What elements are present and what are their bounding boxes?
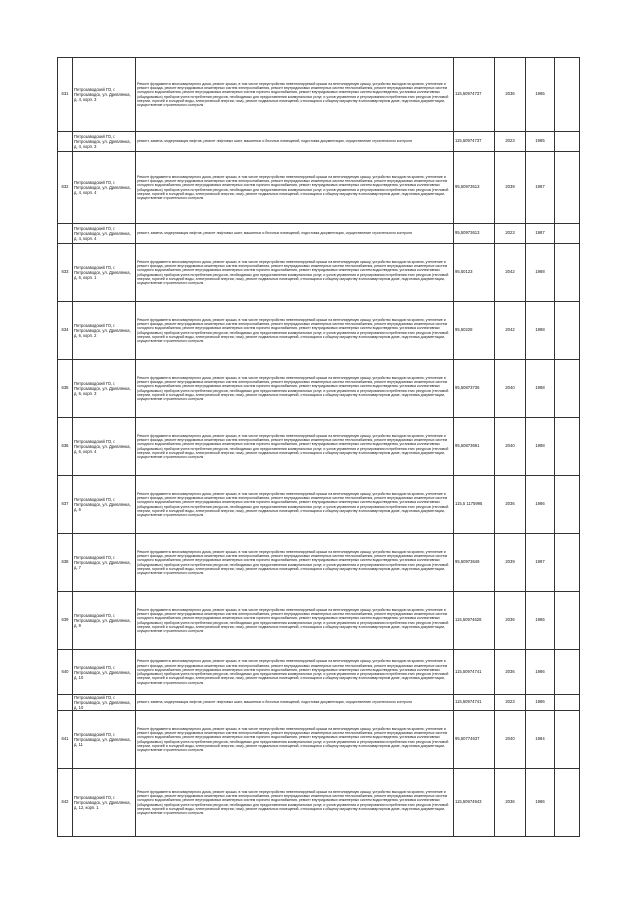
completion-year-cell: 2039 [495, 152, 526, 224]
build-year-cell: 1985 [526, 132, 555, 152]
address-cell: Петрозаводский ГО, г. Петрозаводск, ул. Древлянка, д. 6, корп. 3 [73, 360, 136, 418]
works-cell: Ремонт фундамента многоквартирного дома, ремонт крыши, в том числе переустройство невентилируемой крыши на вентилируемую крышу, устройство выходов на кровлю, утепление и ремонт фасада, ремонт внутридомовых инженерных систем электроснабжения, ремонт внутридомовых инженерных систем теплоснабжения, ремонт внутридомовых инженерных систем холодного водоснабжения, ремонт внутридомовых инженерных систем горячего водоснабжения, ремонт внутридомовых инженерных систем водоотведения, установка коллективных (общедомовых) приборов учета потребления ресурсов, необходимых для предоставления коммунальных услуг, и узлов управления и регулирования потребления этих ресурсов (тепловой энергии, горячей и холодной воды, электрической энергии, газа), ремонт подвальных помещений, относящихся к общему имуществу в многоквартирном доме, подготовка документации, осуществление строительного контроля [136, 302, 454, 360]
build-year-cell: 1986 [526, 476, 555, 534]
table-row [58, 302, 580, 360]
empty-cell [555, 224, 580, 244]
address-cell: Петрозаводский ГО, г. Петрозаводск, ул. Древлянка, д. 6, корп. 4 [73, 418, 136, 476]
code-cell: 115,50974628 [454, 592, 495, 650]
build-year-cell: 1986 [526, 695, 555, 711]
code-cell: 115,50974943 [454, 769, 495, 837]
completion-year-cell: 2023 [495, 132, 526, 152]
empty-cell [555, 476, 580, 534]
completion-year-cell: 2036 [495, 58, 526, 132]
works-cell: Ремонт фундамента многоквартирного дома, ремонт крыши, в том числе переустройство невентилируемой крыши на вентилируемую крышу, устройство выходов на кровлю, утепление и ремонт фасада, ремонт внутридомовых инженерных систем электроснабжения, ремонт внутридомовых инженерных систем теплоснабжения, ремонт внутридомовых инженерных систем холодного водоснабжения, ремонт внутридомовых инженерных систем горячего водоснабжения, ремонт внутридомовых инженерных систем водоотведения, установка коллективных (общедомовых) приборов учета потребления ресурсов, необходимых для предоставления коммунальных услуг, и узлов управления и регулирования потребления этих ресурсов (тепловой энергии, горячей и холодной воды, электрической энергии, газа), ремонт подвальных помещений, относящихся к общему имуществу в многоквартирном доме, подготовка документации, осуществление строительного контроля [136, 650, 454, 695]
build-year-cell: 1988 [526, 360, 555, 418]
build-year-cell: 1986 [526, 650, 555, 695]
address-cell: Петрозаводский ГО, г. Петрозаводск, ул. Древлянка, д. 10 [73, 650, 136, 695]
row-number: 636 [58, 418, 73, 476]
completion-year-cell: 2023 [495, 695, 526, 711]
empty-cell [555, 534, 580, 592]
code-cell: 95,50873736 [454, 360, 495, 418]
completion-year-cell: 2042 [495, 302, 526, 360]
address-cell: Петрозаводский ГО, г. Петрозаводск, ул. Древлянка, д. 10 [73, 695, 136, 711]
code-cell: 95,50973613 [454, 152, 495, 224]
row-number: 632 [58, 152, 73, 224]
code-cell: 115,50974741 [454, 650, 495, 695]
works-cell: ремонт, замена, модернизация лифтов, ремонт лифтовых шахт, машинных и блочных помещений, подготовка документации, осуществление строительного контроля [136, 224, 454, 244]
works-cell: Ремонт фундамента многоквартирного дома, ремонт крыши, в том числе переустройство невентилируемой крыши на вентилируемую крышу, устройство выходов на кровлю, утепление и ремонт фасада, ремонт внутридомовых инженерных систем электроснабжения, ремонт внутридомовых инженерных систем теплоснабжения, ремонт внутридомовых инженерных систем холодного водоснабжения, ремонт внутридомовых инженерных систем горячего водоснабжения, ремонт внутридомовых инженерных систем водоотведения, установка коллективных (общедомовых) приборов учета потребления ресурсов, необходимых для предоставления коммунальных услуг, и узлов управления и регулирования потребления этих ресурсов (тепловой энергии, горячей и холодной воды, электрической энергии, газа), ремонт подвальных помещений, относящихся к общему имуществу в многоквартирном доме, подготовка документации, осуществление строительного контроля [136, 360, 454, 418]
build-year-cell: 1988 [526, 418, 555, 476]
code-cell: 115,50974741 [454, 695, 495, 711]
row-number [58, 224, 73, 244]
code-cell: 115,50974737 [454, 58, 495, 132]
build-year-cell: 1988 [526, 302, 555, 360]
empty-cell [555, 711, 580, 769]
table-row [58, 224, 580, 244]
build-year-cell: 1988 [526, 244, 555, 302]
row-number: 635 [58, 360, 73, 418]
address-cell: Петрозаводский ГО, г. Петрозаводск, ул. Древлянка, д. 6 [73, 476, 136, 534]
address-cell: Петрозаводский ГО, г. Петрозаводск, ул. Древлянка, д. 6, корп. 1 [73, 244, 136, 302]
empty-cell [555, 360, 580, 418]
works-cell: Ремонт фундамента многоквартирного дома, ремонт крыши, в том числе переустройство невентилируемой крыши на вентилируемую крышу, устройство выходов на кровлю, утепление и ремонт фасада, ремонт внутридомовых инженерных систем электроснабжения, ремонт внутридомовых инженерных систем теплоснабжения, ремонт внутридомовых инженерных систем холодного водоснабжения, ремонт внутридомовых инженерных систем горячего водоснабжения, ремонт внутридомовых инженерных систем водоотведения, установка коллективных (общедомовых) приборов учета потребления ресурсов, необходимых для предоставления коммунальных услуг, и узлов управления и регулирования потребления этих ресурсов (тепловой энергии, горячей и холодной воды, электрической энергии, газа), ремонт подвальных помещений, относящихся к общему имуществу в многоквартирном доме, подготовка документации, осуществление строительного контроля [136, 592, 454, 650]
code-cell: 115,5 1175995 [454, 476, 495, 534]
address-cell: Петрозаводский ГО, г. Петрозаводск, ул. Древлянка, д. 12, корп. 1 [73, 769, 136, 837]
empty-cell [555, 769, 580, 837]
works-cell: Ремонт фундамента многоквартирного дома, ремонт крыши, в том числе переустройство невентилируемой крыши на вентилируемую крышу, устройство выходов на кровлю, утепление и ремонт фасада, ремонт внутридомовых инженерных систем электроснабжения, ремонт внутридомовых инженерных систем теплоснабжения, ремонт внутридомовых инженерных систем холодного водоснабжения, ремонт внутридомовых инженерных систем горячего водоснабжения, ремонт внутридомовых инженерных систем водоотведения, установка коллективных (общедомовых) приборов учета потребления ресурсов, необходимых для предоставления коммунальных услуг, и узлов управления и регулирования потребления этих ресурсов (тепловой энергии, горячей и холодной воды, электрической энергии, газа), ремонт подвальных помещений, относящихся к общему имуществу в многоквартирном доме, подготовка документации, осуществление строительного контроля [136, 418, 454, 476]
address-cell: Петрозаводский ГО, г. Петрозаводск, ул. Древлянка, д. 6, корп. 2 [73, 302, 136, 360]
completion-year-cell: 2036 [495, 769, 526, 837]
completion-year-cell: 2036 [495, 476, 526, 534]
code-cell: 95,50123 [454, 244, 495, 302]
build-year-cell: 1986 [526, 592, 555, 650]
table-row [58, 418, 580, 476]
row-number: 634 [58, 302, 73, 360]
build-year-cell: 1987 [526, 152, 555, 224]
completion-year-cell: 2040 [495, 360, 526, 418]
empty-cell [555, 152, 580, 224]
address-cell: Петрозаводский ГО, г. Петрозаводск, ул. Древлянка, д. 4, корп. 3 [73, 58, 136, 132]
empty-cell [555, 302, 580, 360]
empty-cell [555, 695, 580, 711]
address-cell: Петрозаводский ГО, г. Петрозаводск, ул. Древлянка, д. 4, корп. 4 [73, 152, 136, 224]
row-number: 639 [58, 592, 73, 650]
completion-year-cell: 2042 [495, 244, 526, 302]
code-cell: 95,50774637 [454, 711, 495, 769]
empty-cell [555, 650, 580, 695]
table-row [58, 152, 580, 224]
table-row [58, 769, 580, 837]
build-year-cell: 1985 [526, 58, 555, 132]
table-row [58, 132, 580, 152]
completion-year-cell: 2039 [495, 534, 526, 592]
works-cell: Ремонт фундамента многоквартирного дома, ремонт крыши, в том числе переустройство невентилируемой крыши на вентилируемую крышу, устройство выходов на кровлю, утепление и ремонт фасада, ремонт внутридомовых инженерных систем электроснабжения, ремонт внутридомовых инженерных систем теплоснабжения, ремонт внутридомовых инженерных систем холодного водоснабжения, ремонт внутридомовых инженерных систем горячего водоснабжения, ремонт внутридомовых инженерных систем водоотведения, установка коллективных (общедомовых) приборов учета потребления ресурсов, необходимых для предоставления коммунальных услуг, и узлов управления и регулирования потребления этих ресурсов (тепловой энергии, горячей и холодной воды, электрической энергии, газа), ремонт подвальных помещений, относящихся к общему имуществу в многоквартирном доме, подготовка документации, осуществление строительного контроля [136, 152, 454, 224]
table-row [58, 58, 580, 132]
build-year-cell: 1987 [526, 224, 555, 244]
code-cell: 115,50974737 [454, 132, 495, 152]
code-cell: 95,50973613 [454, 224, 495, 244]
row-number: 633 [58, 244, 73, 302]
row-number: 631 [58, 58, 73, 132]
row-number: 642 [58, 769, 73, 837]
table-row [58, 592, 580, 650]
row-number: 637 [58, 476, 73, 534]
works-cell: Ремонт фундамента многоквартирного дома, ремонт крыши, в том числе переустройство невентилируемой крыши на вентилируемую крышу, устройство выходов на кровлю, утепление и ремонт фасада, ремонт внутридомовых инженерных систем электроснабжения, ремонт внутридомовых инженерных систем теплоснабжения, ремонт внутридомовых инженерных систем холодного водоснабжения, ремонт внутридомовых инженерных систем горячего водоснабжения, ремонт внутридомовых инженерных систем водоотведения, установка коллективных (общедомовых) приборов учета потребления ресурсов, необходимых для предоставления коммунальных услуг, и узлов управления и регулирования потребления этих ресурсов (тепловой энергии, горячей и холодной воды, электрической энергии, газа), ремонт подвальных помещений, относящихся к общему имуществу в многоквартирном доме, подготовка документации, осуществление строительного контроля [136, 534, 454, 592]
document-page [57, 57, 579, 877]
row-number: 641 [58, 711, 73, 769]
completion-year-cell: 2036 [495, 650, 526, 695]
works-cell: Ремонт фундамента многоквартирного дома, ремонт крыши, в том числе переустройство невентилируемой крыши на вентилируемую крышу, устройство выходов на кровлю, утепление и ремонт фасада, ремонт внутридомовых инженерных систем электроснабжения, ремонт внутридомовых инженерных систем теплоснабжения, ремонт внутридомовых инженерных систем холодного водоснабжения, ремонт внутридомовых инженерных систем горячего водоснабжения, ремонт внутридомовых инженерных систем водоотведения, установка коллективных (общедомовых) приборов учета потребления ресурсов, необходимых для предоставления коммунальных услуг, и узлов управления и регулирования потребления этих ресурсов (тепловой энергии, горячей и холодной воды, электрической энергии, газа), ремонт подвальных помещений, относящихся к общему имуществу в многоквартирном доме, подготовка документации, осуществление строительного контроля [136, 711, 454, 769]
works-cell: ремонт, замена, модернизация лифтов, ремонт лифтовых шахт, машинных и блочных помещений, подготовка документации, осуществление строительного контроля [136, 132, 454, 152]
table-row [58, 711, 580, 769]
table-row [58, 534, 580, 592]
code-cell: 95,50973649 [454, 534, 495, 592]
code-cell: 95,50228 [454, 302, 495, 360]
table-row [58, 476, 580, 534]
works-cell: Ремонт фундамента многоквартирного дома, ремонт крыши, в том числе переустройство невентилируемой крыши на вентилируемую крышу, устройство выходов на кровлю, утепление и ремонт фасада, ремонт внутридомовых инженерных систем электроснабжения, ремонт внутридомовых инженерных систем теплоснабжения, ремонт внутридомовых инженерных систем холодного водоснабжения, ремонт внутридомовых инженерных систем горячего водоснабжения, ремонт внутридомовых инженерных систем водоотведения, установка коллективных (общедомовых) приборов учета потребления ресурсов, необходимых для предоставления коммунальных услуг, и узлов управления и регулирования потребления этих ресурсов (тепловой энергии, горячей и холодной воды, электрической энергии, газа), ремонт подвальных помещений, относящихся к общему имуществу в многоквартирном доме, подготовка документации, осуществление строительного контроля [136, 769, 454, 837]
empty-cell [555, 132, 580, 152]
completion-year-cell: 2023 [495, 224, 526, 244]
table-row [58, 360, 580, 418]
completion-year-cell: 2040 [495, 418, 526, 476]
build-year-cell: 1987 [526, 534, 555, 592]
build-year-cell: 1984 [526, 711, 555, 769]
works-cell: ремонт, замена, модернизация лифтов, ремонт лифтовых шахт, машинных и блочных помещений, подготовка документации, осуществление строительного контроля [136, 695, 454, 711]
address-cell: Петрозаводский ГО, г. Петрозаводск, ул. Древлянка, д. 4, корп. 3 [73, 132, 136, 152]
repair-program-table [57, 57, 580, 837]
address-cell: Петрозаводский ГО, г. Петрозаводск, ул. Древлянка, д. 9 [73, 592, 136, 650]
address-cell: Петрозаводский ГО, г. Петрозаводск, ул. Древлянка, д. 11 [73, 711, 136, 769]
empty-cell [555, 244, 580, 302]
address-cell: Петрозаводский ГО, г. Петрозаводск, ул. Древлянка, д. 7 [73, 534, 136, 592]
table-row [58, 244, 580, 302]
completion-year-cell: 2040 [495, 711, 526, 769]
works-cell: Ремонт фундамента многоквартирного дома, ремонт крыши, в том числе переустройство невентилируемой крыши на вентилируемую крышу, устройство выходов на кровлю, утепление и ремонт фасада, ремонт внутридомовых инженерных систем электроснабжения, ремонт внутридомовых инженерных систем теплоснабжения, ремонт внутридомовых инженерных систем холодного водоснабжения, ремонт внутридомовых инженерных систем горячего водоснабжения, ремонт внутридомовых инженерных систем водоотведения, установка коллективных (общедомовых) приборов учета потребления ресурсов, необходимых для предоставления коммунальных услуг, и узлов управления и регулирования потребления этих ресурсов (тепловой энергии, горячей и холодной воды, электрической энергии, газа), ремонт подвальных помещений, относящихся к общему имуществу в многоквартирном доме, подготовка документации, осуществление строительного контроля [136, 476, 454, 534]
row-number: 638 [58, 534, 73, 592]
build-year-cell: 1986 [526, 769, 555, 837]
table-row [58, 650, 580, 695]
empty-cell [555, 592, 580, 650]
empty-cell [555, 418, 580, 476]
empty-cell [555, 58, 580, 132]
works-cell: Ремонт фундамента многоквартирного дома, ремонт крыши, в том числе переустройство невентилируемой крыши на вентилируемую крышу, устройство выходов на кровлю, утепление и ремонт фасада, ремонт внутридомовых инженерных систем электроснабжения, ремонт внутридомовых инженерных систем теплоснабжения, ремонт внутридомовых инженерных систем холодного водоснабжения, ремонт внутридомовых инженерных систем горячего водоснабжения, ремонт внутридомовых инженерных систем водоотведения, установка коллективных (общедомовых) приборов учета потребления ресурсов, необходимых для предоставления коммунальных услуг, и узлов управления и регулирования потребления этих ресурсов (тепловой энергии, горячей и холодной воды, электрической энергии, газа), ремонт подвальных помещений, относящихся к общему имуществу в многоквартирном доме, подготовка документации, осуществление строительного контроля [136, 244, 454, 302]
completion-year-cell: 2036 [495, 592, 526, 650]
row-number: 640 [58, 650, 73, 695]
works-cell: Ремонт фундамента многоквартирного дома, ремонт крыши, в том числе переустройство невентилируемой крыши на вентилируемую крышу, устройство выходов на кровлю, утепление и ремонт фасада, ремонт внутридомовых инженерных систем электроснабжения, ремонт внутридомовых инженерных систем теплоснабжения, ремонт внутридомовых инженерных систем холодного водоснабжения, ремонт внутридомовых инженерных систем горячего водоснабжения, ремонт внутридомовых инженерных систем водоотведения, установка коллективных (общедомовых) приборов учета потребления ресурсов, необходимых для предоставления коммунальных услуг, и узлов управления и регулирования потребления этих ресурсов (тепловой энергии, горячей и холодной воды, электрической энергии, газа), ремонт подвальных помещений, относящихся к общему имуществу в многоквартирном доме, подготовка документации, осуществление строительного контроля [136, 58, 454, 132]
code-cell: 95,50873691 [454, 418, 495, 476]
table-body [58, 58, 580, 837]
address-cell: Петрозаводский ГО, г. Петрозаводск, ул. Древлянка, д. 4, корп. 4 [73, 224, 136, 244]
row-number [58, 132, 73, 152]
row-number [58, 695, 73, 711]
table-row [58, 695, 580, 711]
